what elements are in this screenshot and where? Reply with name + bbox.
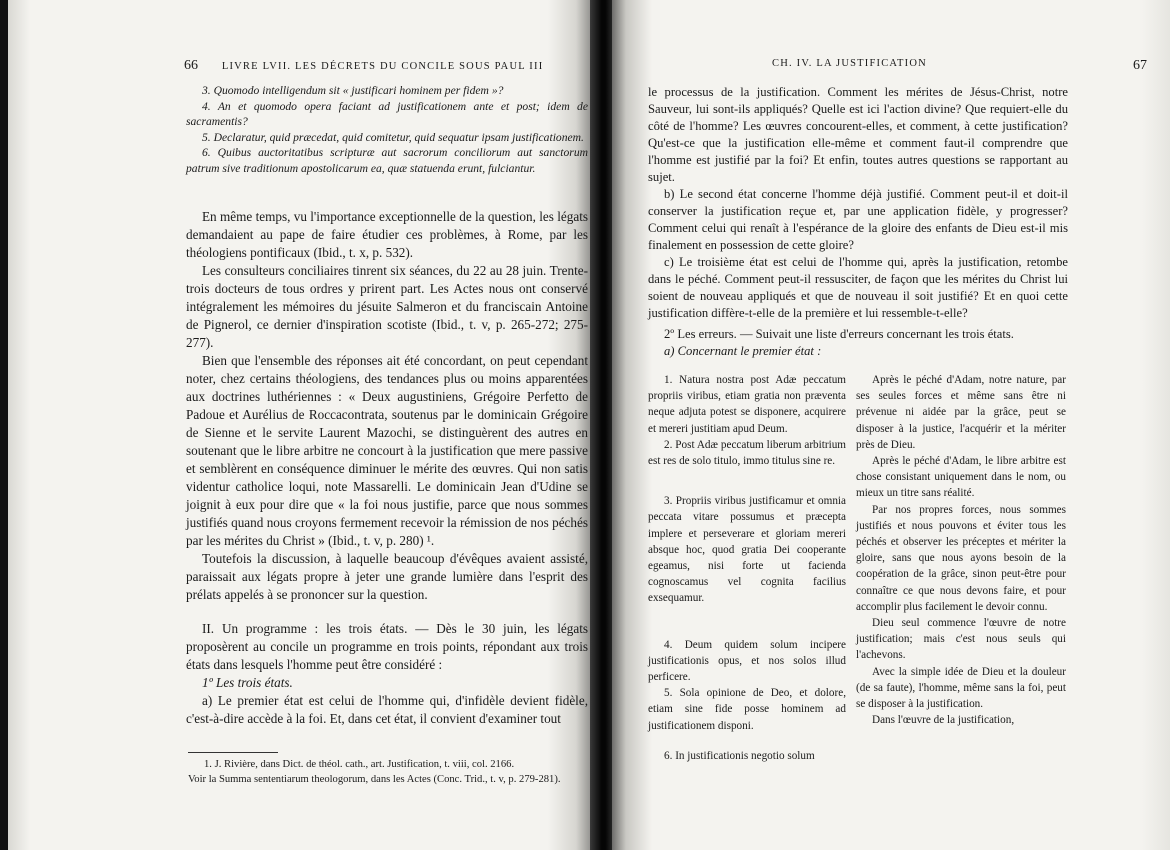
latin-error: 4. Deum quidem solum incipere justificationis opus, et nos solos illud perficere. bbox=[648, 638, 846, 684]
left-header bbox=[184, 58, 574, 74]
left-page bbox=[8, 0, 593, 850]
paragraph: Les consulteurs conciliaires tinrent six séances, du 22 au 28 juin. Trente-trois docteurs de tous ordres y prirent part. Les Actes nous ont conservé intégralement les mémoires du jésuite Salmeron et du franciscain Antoine de Pignerol, ce dernier d'inspiration scotiste (Ibid., t. v, p. 265-272; 275-277). bbox=[186, 263, 588, 350]
footnote-line: 1. J. Rivière, dans Dict. de théol. cath., art. Justification, t. viii, col. 2166. bbox=[204, 759, 515, 770]
french-translation: Par nos propres forces, nous sommes justifiés et nous pouvons et éviter tous les péchés et observer les préceptes et mériter la gloire, sans que nous ayons besoin de la coopération de la grâce, sinon peut-être pour connaître ce que nous devons faire, et pour accomplir plus facilement le devoir connu. bbox=[856, 503, 1066, 613]
latin-error: 5. Sola opinione de Deo, et dolore, etiam sine fide posse hominem ad justificationem disponi. bbox=[648, 687, 846, 732]
paragraph: Toutefois la discussion, à laquelle beaucoup d'évêques avaient assisté, paraissait aux légats propre à jeter une grande lumière dans l'esprit des prélats appelés à se prononcer sur la question. bbox=[186, 551, 588, 602]
right-body bbox=[648, 84, 1068, 360]
subheading: 1º Les trois états. bbox=[202, 675, 293, 690]
right-page-number: 67 bbox=[1133, 58, 1147, 73]
right-page bbox=[612, 0, 1170, 850]
question-item: 5. Declaratur, quid præcedat, quid comitetur, quid sequatur ipsam justificationem. bbox=[202, 130, 584, 144]
question-item: 6. Quibus auctoritatibus scripturæ aut sacrorum conciliorum aut sanctorum patrum sive traditionum apostolicarum ea, quæ statuenda erunt, fulciantur. bbox=[186, 146, 588, 175]
left-running-head: LIVRE LVII. LES DÉCRETS DU CONCILE SOUS PAUL III bbox=[221, 61, 544, 72]
left-body bbox=[186, 208, 588, 728]
french-translation: Après le péché d'Adam, notre nature, par ses seules forces et même sans être ni prévenue ni aidée par la grâce, peut se disposer à la justice, l'acquérir et la mériter près de Dieu. bbox=[856, 374, 1066, 451]
right-running-head: CH. IV. LA JUSTIFICATION bbox=[772, 58, 927, 69]
french-translation: Dans l'œuvre de la justification, bbox=[872, 714, 1015, 727]
french-column bbox=[856, 372, 1066, 728]
paragraph: En même temps, vu l'importance exceptionnelle de la question, les légats demandaient au pape de faire étudier ces problèmes, à Rome, par les théologiens pontificaux (Ibid., t. x, p. 532). bbox=[186, 209, 588, 260]
paragraph: a) Le premier état est celui de l'homme qui, d'infidèle devient fidèle, c'est-à-dire accède à la foi. Et, dans cet état, il convient d'examiner tout bbox=[186, 693, 588, 726]
french-translation: Dieu seul commence l'œuvre de notre justification; mais c'est nous seuls qui l'achevons. bbox=[856, 617, 1066, 662]
latin-questions bbox=[186, 83, 588, 176]
right-header bbox=[772, 58, 1147, 74]
question-item: 4. An et quomodo opera faciant ad justificationem ante et post; idem de sacramentis? bbox=[186, 99, 588, 128]
left-page-number: 66 bbox=[184, 58, 198, 73]
paragraph: Bien que l'ensemble des réponses ait été concordant, on peut cependant noter, chez certains théologiens, des tendances plus ou moins apparentées aux doctrines luthériennes : « Deux augustiniens, Grégoire Perfetto de Padoue et Aurélius de Roccacontrata, soutenus par le dominicain Grégoire de Sienne et le servite Laurent Mazochi, se distinguèrent des autres en soutenant que le libre arbitre ne concourt à la justification que mere passive et semblèrent en conséquence diminuer le mérite des œuvres. Qui non satis videntur catholice loqui, note Massarelli. Le dominicain Jean d'Udine se joignit à eux pour dire que « la foi nous justifie, parce que nous sommes justifiés quand nous croyons fermement recevoir la rémission de nos péchés par les mérites du Christ » (Ibid., t. v, p. 280) ¹. bbox=[186, 353, 588, 548]
latin-error: 6. In justificationis negotio solum bbox=[664, 749, 815, 762]
errors-heading: 2º Les erreurs. — Suivait une liste d'erreurs concernant les trois états. bbox=[664, 327, 1014, 341]
french-translation: Avec la simple idée de Dieu et la douleur (de sa faute), l'homme, même sans la foi, peut se disposer à la justification. bbox=[856, 665, 1066, 711]
latin-error: 3. Propriis viribus justificamur et omnia peccata vitare possumus et præcepta implere et perseverare et gloriam mereri absque hoc, quod gratia Dei cooperante egeamus, nisi forte ut facienda cognoscamus vel cognita facilius exsequamur. bbox=[648, 495, 846, 605]
section-heading-paragraph: II. Un programme : les trois états. — Dès le 30 juin, les légats proposèrent au concile un programme en trois points, répondant aux trois états dans lesquels l'homme peut être considéré : bbox=[186, 621, 588, 672]
subheading: a) Concernant le premier état : bbox=[664, 344, 822, 358]
question-item: 3. Quomodo intelligendum sit « justificari hominem per fidem »? bbox=[202, 84, 504, 97]
paragraph: le processus de la justification. Comment les mérites de Jésus-Christ, notre Sauveur, lui sont-ils appliqués? Quelle est ici l'action divine? Que requiert-elle du côté de l'homme? Les œuvres concourent-elles, et comment, à cette justification? Qu'est-ce que la justification elle-même et comment faut-il comprendre que l'homme est justifié par la foi? Et enfin, toutes autres questions se rapportant au sujet. bbox=[648, 85, 1068, 184]
french-translation: Après le péché d'Adam, le libre arbitre est chose consistant uniquement dans le nom, ou mieux un titre sans réalité. bbox=[856, 455, 1066, 500]
footnote-line: Voir la Summa sententiarum theologorum, dans les Actes (Conc. Trid., t. v, p. 279-281). bbox=[188, 773, 561, 785]
latin-error: 2. Post Adæ peccatum liberum arbitrium est res de solo titulo, immo titulus sine re. bbox=[648, 438, 846, 468]
latin-column bbox=[648, 372, 846, 764]
paragraph: c) Le troisième état est celui de l'homme qui, après la justification, retombe dans le péché. Comment peut-il ressusciter, de façon que les mérites du Christ lui soient de nouveau appliqués et que de nouveau il soit justifié? Et en quoi cette justification diffère-t-elle de la première et lui ressemble-t-elle? bbox=[648, 255, 1068, 320]
footnote-rule bbox=[188, 752, 278, 753]
footnote bbox=[188, 758, 588, 787]
latin-error: 1. Natura nostra post Adæ peccatum propriis viribus, etiam gratia non præventa neque adjuta potest se disponere, acquirere et mereri justitiam apud Deum. bbox=[648, 374, 846, 435]
paragraph: b) Le second état concerne l'homme déjà justifié. Comment peut-il et doit-il conserver la justification reçue et, par une application fidèle, y progresser? Comment celui qui renaît à l'espérance de la gloire des enfants de Dieu est-il mis finalement en possession de cette gloire? bbox=[648, 187, 1068, 252]
